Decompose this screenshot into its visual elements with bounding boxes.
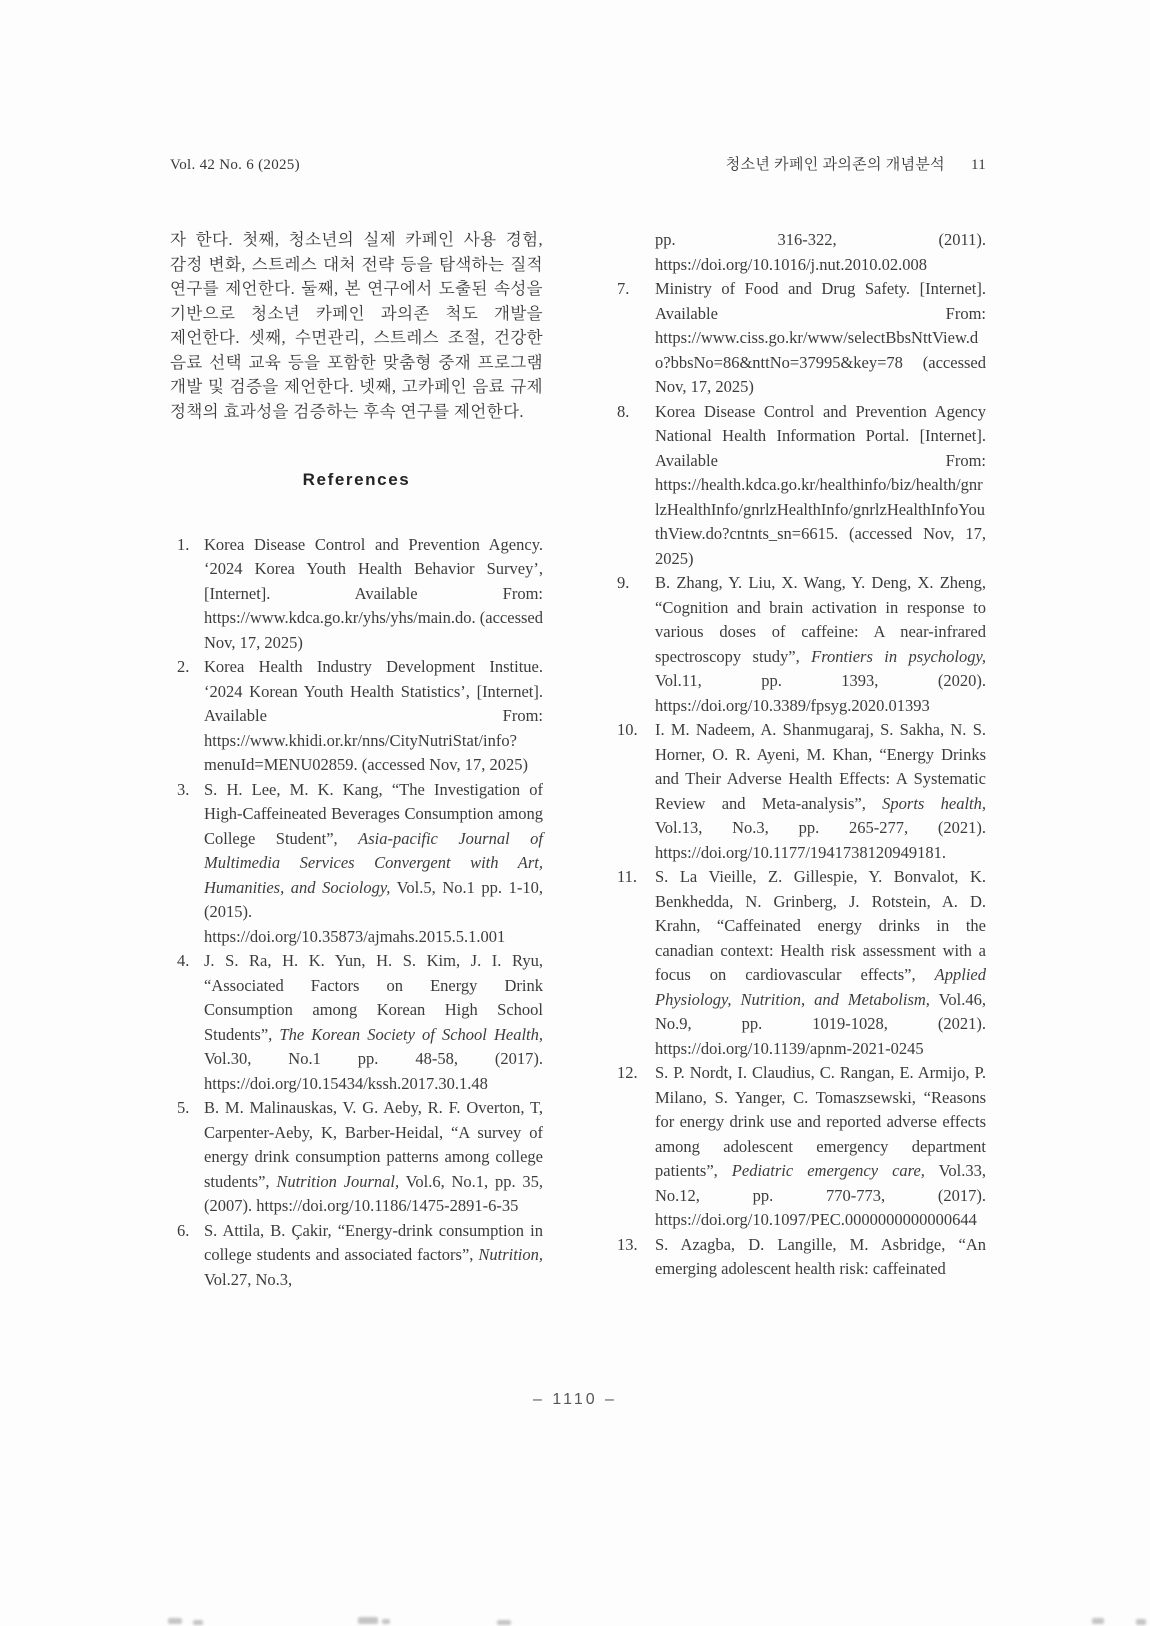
reference-number	[613, 228, 655, 277]
cutoff-glyph-artifact	[382, 1619, 390, 1624]
references-list-left	[170, 533, 543, 1293]
reference-item	[170, 778, 543, 950]
reference-text: S. La Vieille, Z. Gillespie, Y. Bonvalot, K. Benkhedda, N. Grinberg, J. Rotstein, A. D. Krahn, “Caffeinated energy drinks in the canadian context: Health risk assessment with a focus on cardiovascular effects”, Applied Physiology, Nutrition, and Metabolism, Vol.46, No.9, pp. 1019-1028, (2021). https://doi.org/10.1139/apnm-2021-0245	[655, 867, 987, 1058]
reference-number: 12.	[617, 1063, 638, 1082]
reference-text: B. Zhang, Y. Liu, X. Wang, Y. Deng, X. Zheng, “Cognition and brain activation in response to various doses of caffeine: A near-infrared spectroscopy study”, Frontiers in psychology, Vol.11, pp. 1393, (2020). https://doi.org/10.3389/fpsyg.2020.01393	[655, 573, 986, 715]
reference-item	[613, 571, 986, 718]
reference-number: 8.	[617, 401, 630, 421]
reference-number: 1.	[177, 534, 190, 554]
cutoff-glyph-artifact	[497, 1620, 511, 1625]
reference-item	[613, 865, 986, 1061]
reference-text: J. S. Ra, H. K. Yun, H. S. Kim, J. I. Ryu, “Associated Factors on Energy Drink Consumption among Korean High School Students”, The Korean Society of School Health, Vol.30, No.1 pp. 48-58, (2017). https://doi.org/10.15434/kssh.2017.30.1.48	[204, 951, 543, 1093]
cutoff-glyph-artifact	[358, 1617, 378, 1624]
cutoff-glyph-artifact	[168, 1618, 182, 1624]
reference-number: 2.	[177, 657, 190, 676]
reference-item	[170, 949, 543, 1096]
references-list-right	[613, 228, 986, 1282]
reference-number: 13.	[617, 1234, 638, 1254]
reference-item	[613, 400, 986, 572]
running-head	[726, 153, 986, 174]
reference-number: 9.	[617, 573, 630, 592]
reference-number: 11.	[617, 867, 638, 886]
references-heading: References	[302, 470, 411, 489]
reference-text: S. Attila, B. Çakir, “Energy-drink consumption in college students and associated factors”, Nutrition, Vol.27, No.3,	[204, 1220, 543, 1289]
header-page-number: 11	[970, 157, 986, 173]
reference-item	[170, 655, 543, 778]
footer-page-number: – 1110 –	[533, 1391, 617, 1408]
two-column-body	[170, 228, 986, 1292]
cutoff-glyph-artifact	[193, 1620, 203, 1625]
reference-text: I. M. Nadeem, A. Shanmugaraj, S. Sakha, N. S. Horner, O. R. Ayeni, M. Khan, “Energy Drinks and Their Adverse Health Effects: A Systematic Review and Meta-analysis”, Sports health, Vol.13, No.3, pp. 265-277, (2021). https://doi.org/10.1177/1941738120949181.	[655, 720, 987, 862]
reference-number: 4.	[177, 951, 190, 970]
reference-text: Korea Disease Control and Prevention Agency. ‘2024 Korea Youth Health Behavior Survey’, [Internet]. Available From: https://www.kdca.go.kr/yhs/yhs/main.do. (accessed Nov, 17, 2025)	[204, 534, 543, 652]
reference-number: 3.	[177, 779, 190, 799]
page-header	[170, 153, 986, 174]
reference-text: B. M. Malinauskas, V. G. Aeby, R. F. Overton, T, Carpenter-Aeby, K, Barber-Heidal, “A survey of energy drink consumption patterns among college students”, Nutrition Journal, Vol.6, No.1, pp. 35, (2007). https://doi.org/10.1186/1475-2891-6-35	[204, 1098, 543, 1215]
reference-number: 10.	[617, 720, 638, 739]
left-column	[170, 228, 543, 1292]
reference-text: pp. 316-322, (2011). https://doi.org/10.1016/j.nut.2010.02.008	[655, 230, 986, 274]
reference-item	[170, 533, 543, 656]
reference-text: Korea Health Industry Development Institue. ‘2024 Korean Youth Health Statistics’, [Internet]. Available From: https://www.khidi.or.kr/nns/CityNutriStat/info?menuId=MENU02859. (accessed Nov, 17, 2025)	[204, 657, 543, 774]
reference-text: Korea Disease Control and Prevention Agency National Health Information Portal. [Internet]. Available From: https://health.kdca.go.kr/healthinfo/biz/health/gnrlzHealthInfo/gnrlzHealthInfo/gnrlzHealthInfoYouthView.do?cntnts_sn=6615. (accessed Nov, 17, 2025)	[655, 401, 986, 568]
korean-conclusion-paragraph: 자 한다. 첫째, 청소년의 실제 카페인 사용 경험, 감정 변화, 스트레스 대처 전략 등을 탐색하는 질적 연구를 제언한다. 둘째, 본 연구에서 도출된 속성을 기반으로 청소년 카페인 과의존 척도 개발을 제언한다. 셋째, 수면관리, 스트레스 조절, 건강한 음료 선택 교육 등을 포함한 맞춤형 중재 프로그램 개발 및 검증을 제언한다. 넷째, 고카페인 음료 규제 정책의 효과성을 검증하는 후속 연구를 제언한다.	[170, 230, 543, 421]
reference-item	[170, 1219, 543, 1293]
reference-text: Ministry of Food and Drug Safety. [Internet]. Available From: https://www.ciss.go.kr/www/selectBbsNttView.do?bbsNo=86&nttNo=37995&key=78 (accessed Nov, 17, 2025)	[655, 279, 986, 396]
reference-item	[613, 718, 986, 865]
reference-number: 7.	[617, 279, 630, 298]
reference-text: S. P. Nordt, I. Claudius, C. Rangan, E. Armijo, P. Milano, S. Yanger, C. Tomaszsewski, “Reasons for energy drink use and reported adverse effects among adolescent emergency department patients”, Pediatric emergency care, Vol.33, No.12, pp. 770-773, (2017). https://doi.org/10.1097/PEC.0000000000000644	[655, 1063, 986, 1229]
reference-item	[613, 228, 986, 277]
reference-item	[613, 1233, 986, 1282]
reference-number: 5.	[177, 1098, 190, 1117]
cutoff-glyph-artifact	[1136, 1619, 1146, 1625]
cutoff-glyph-artifact	[1092, 1618, 1104, 1624]
reference-number: 6.	[177, 1220, 190, 1240]
reference-item	[170, 1096, 543, 1219]
reference-text: S. H. Lee, M. K. Kang, “The Investigation of High-Caffeineated Beverages Consumption among College Student”, Asia-pacific Journal of Multimedia Services Convergent with Art, Humanities, and Sociology, Vol.5, No.1 pp. 1-10, (2015). https://doi.org/10.35873/ajmahs.2015.5.1.001	[204, 779, 543, 946]
reference-item	[613, 1061, 986, 1233]
reference-text: S. Azagba, D. Langille, M. Asbridge, “An emerging adolescent health risk: caffeinated	[655, 1234, 986, 1278]
volume-issue-label: Vol. 42 No. 6 (2025)	[170, 157, 300, 173]
running-title: 청소년 카페인 과의존의 개념분석	[725, 157, 945, 173]
right-column	[613, 228, 986, 1292]
reference-item	[613, 277, 986, 400]
